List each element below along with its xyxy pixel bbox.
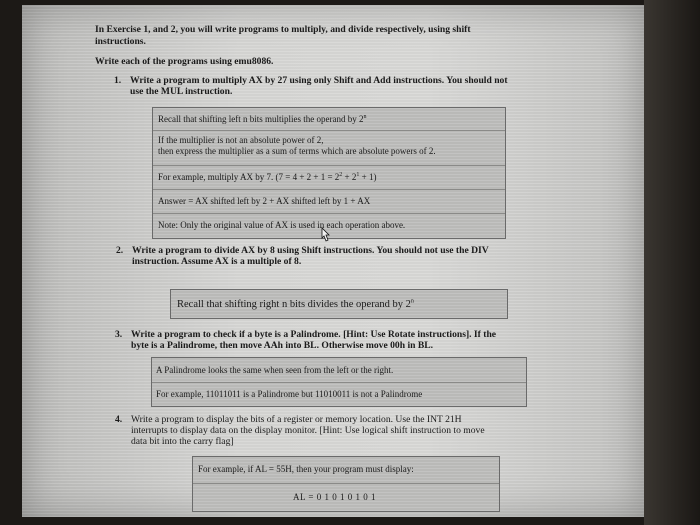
mouse-pointer-icon-svg: [319, 227, 331, 243]
ex3-number: 3.: [115, 329, 123, 340]
ex3-hint-box: [151, 357, 527, 407]
ex2-line2: instruction. Assume AX is a multiple of 8.: [132, 256, 302, 267]
ex1-line1: Write a program to multiply AX by 27 using only Shift and Add instructions. You should not: [130, 75, 508, 86]
ex2-hint-box: [170, 289, 508, 319]
ex3-box-r1: A Palindrome looks the same when seen from the left or the right.: [156, 365, 394, 375]
ex4-line3: data bit into the carry flag]: [131, 436, 234, 447]
ex1-box-row: [153, 165, 505, 190]
ex1-line2: use the MUL instruction.: [130, 86, 233, 97]
ex3-box-row: [152, 382, 526, 406]
write-each: Write each of the programs using emu8086.: [95, 56, 274, 67]
ex1-box-r2b: then express the multiplier as a sum of terms which are absolute powers of 2.: [158, 146, 436, 156]
ex1-box-row: [153, 189, 505, 214]
ex1-box-row: [153, 108, 505, 131]
ex1-box-r4: Answer = AX shifted left by 2 + AX shifted left by 1 + AX: [158, 196, 371, 206]
ex4-line1: Write a program to display the bits of a register or memory location. Use the INT 21H: [131, 414, 462, 425]
ex4-box-r1: For example, if AL = 55H, then your program must display:: [198, 464, 414, 474]
ex4-box-row: [193, 457, 499, 484]
ex4-box-row: [193, 483, 499, 511]
intro-line2: instructions.: [95, 36, 146, 47]
ex2-number: 2.: [116, 245, 124, 256]
document-screen: [22, 5, 644, 517]
ex1-box-r2a: If the multiplier is not an absolute power of 2,: [158, 135, 324, 145]
intro-line1: In Exercise 1, and 2, you will write programs to multiply, and divide respectively, using shift: [95, 24, 471, 35]
ex2-box-text: Recall that shifting right n bits divides the operand by 2$^n$: [177, 298, 414, 310]
ex1-box-r1: Recall that shifting left n bits multiplies the operand by 2$^n$: [158, 114, 367, 124]
ex4-hint-box: [192, 456, 500, 512]
ex1-box-r3: For example, multiply AX by 7. $(7 = 4 + 2 + 1 = 2^2 + 2^1 + 1)$: [158, 172, 377, 182]
ex4-box-r2: AL = 0 1 0 1 0 1 0 1: [293, 492, 376, 502]
ex1-box-r5: Note: Only the original value of AX is used in each operation above.: [158, 220, 406, 230]
ex1-box-row: [153, 130, 505, 166]
ex3-line2: byte is a Palindrome, then move AAh into BL. Otherwise move 00h in BL.: [131, 340, 434, 351]
monitor-bezel: [644, 0, 700, 525]
ex4-number: 4.: [115, 414, 123, 425]
ex1-number: 1.: [114, 75, 122, 86]
ex1-hint-box: [152, 107, 506, 239]
ex3-box-r2: For example, 11011011 is a Palindrome but 11010011 is not a Palindrome: [156, 389, 423, 399]
ex4-line2: interrupts to display data on the display monitor. [Hint: Use logical shift instruction to move: [131, 425, 485, 436]
ex2-line1: Write a program to divide AX by 8 using Shift instructions. You should not use the DIV: [132, 245, 489, 256]
ex3-box-row: [152, 358, 526, 383]
ex3-line1: Write a program to check if a byte is a Palindrome. [Hint: Use Rotate instructions]. If the: [131, 329, 497, 340]
mouse-pointer-icon: [319, 227, 331, 246]
